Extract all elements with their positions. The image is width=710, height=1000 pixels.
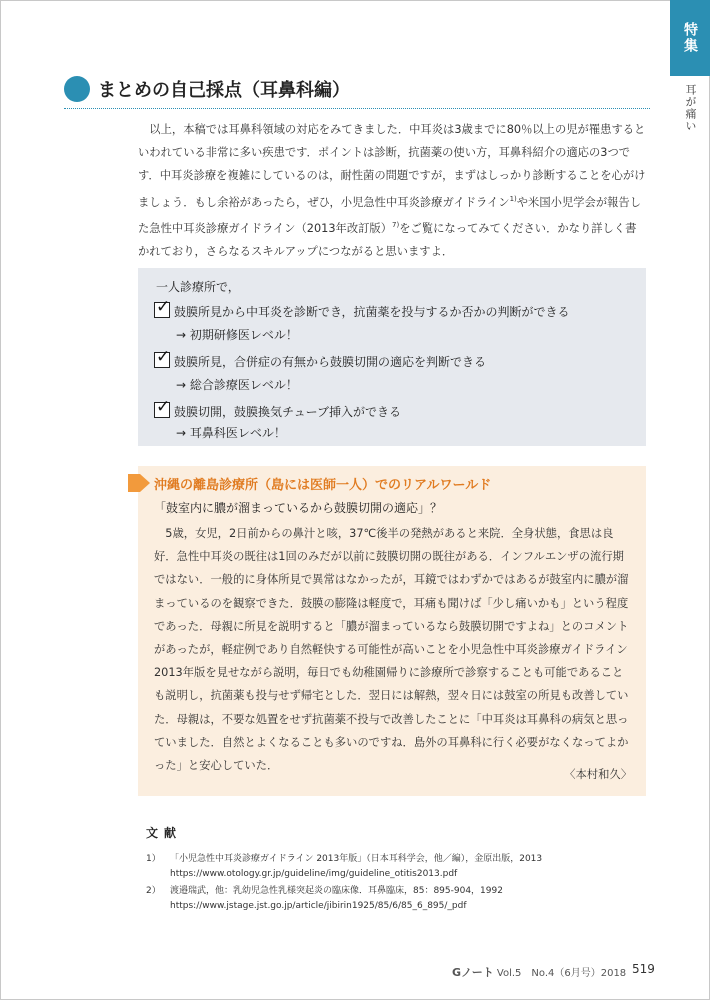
journal-brand: Gノート <box>452 966 494 979</box>
section-header <box>64 74 650 109</box>
reference-item: 2） 渡邉瑞武，他：乳幼児急性乳様突起炎の臨床像．耳鼻臨床，85：895-904，1992 https://www.jstage.jst.go.jp/article/jibirin1925/85/6/85_6_895/_pdf <box>146 884 170 899</box>
feature-subtitle: 耳が痛い <box>684 84 697 132</box>
checklist-item: ✓ 鼓膜切開，鼓膜換気チューブ挿入ができる <box>156 397 402 419</box>
citation-1: 1) <box>509 194 517 203</box>
section-circle-icon <box>64 76 90 102</box>
page-number: 519 <box>632 962 655 976</box>
checkbox-checked-icon: ✓ <box>156 347 171 367</box>
checklist-level: → 耳鼻科医レベル！ <box>176 426 286 440</box>
reference-link[interactable]: https://www.otology.gr.jp/guideline/img/guideline_otitis2013.pdf <box>170 869 458 879</box>
checklist-item: ✓ 鼓膜所見，合併症の有無から鼓膜切開の適応を判断できる <box>156 347 487 369</box>
reference-link[interactable]: https://www.jstage.jst.go.jp/article/jibirin1925/85/6/85_6_895/_pdf <box>170 901 467 911</box>
self-check-box <box>138 268 646 446</box>
case-subtitle: 「鼓室内に膿が溜まっているから鼓膜切開の適応」？ <box>154 501 443 515</box>
case-box <box>138 466 646 796</box>
references-title: 文献 <box>146 826 183 840</box>
reference-item: 1） 「小児急性中耳炎診療ガイドライン 2013年版」（日本耳科学会，他／編），金原出版，2013 https://www.otology.gr.jp/guideline/img/guideline_otitis2013.pdf <box>146 852 170 867</box>
section-title: まとめの自己採点（耳鼻科編） <box>98 80 350 101</box>
intro-paragraph: 以上，本稿では耳鼻科領域の対応をみてきました．中耳炎は3歳までに80％以上の児が罹患するといわれている非常に多い疾患です．ポイントは診断，抗菌薬の使い方，耳鼻科紹介の適応の3つです．中耳炎診療を複雑にしているのは，耐性菌の問題ですが，まずはしっかり診断することを心がけましょう．もし余裕があったら，ぜひ，小児急性中耳炎診療ガイドライン$^{1)}$や米国小児学会が報告した急性中耳炎診療ガイドライン（2013年改訂版）$^{7)}$をご覧になってみてください．かなり詳しく書かれており，さらなるスキルアップにつながると思いますよ． <box>138 123 646 258</box>
checklist-item: ✓ 鼓膜所見から中耳炎を診断でき，抗菌薬を投与するか否かの判断ができる <box>156 297 570 319</box>
case-title: 沖縄の離島診療所（島には医師一人）でのリアルワールド <box>154 478 492 493</box>
checkbox-checked-icon: ✓ <box>156 297 171 317</box>
footer-issue: Gノート Vol.5 No.4（6月号）2018 <box>452 966 627 979</box>
checkbox-checked-icon: ✓ <box>156 397 171 417</box>
feature-tab: 特集 <box>670 0 710 76</box>
citation-7: 7) <box>392 220 400 229</box>
checklist-level: → 総合診療医レベル！ <box>176 378 298 392</box>
checklist-level: → 初期研修医レベル！ <box>176 328 298 342</box>
checklist-heading: 一人診療所で， <box>156 280 240 294</box>
case-author: 〈本村和久〉 <box>564 768 632 781</box>
case-body: 5歳，女児，2日前からの鼻汁と咳，37℃後半の発熱があると来院．全身状態，食思は良好．急性中耳炎の既往は1回のみだが以前に鼓膜切開の既往がある．インフルエンザの流行期ではない．一般的に身体所見で異常はなかったが，耳鏡ではわずかではあるが鼓室内に膿が溜まっているのを観察できた．鼓膜の膨隆は軽度で，耳痛も聞けば「少し痛いかも」という程度であった．母親に所見を説明すると「膿が溜まっているなら鼓膜切開ですよね」とのコメントがあったが，軽症例であり自然軽快する可能性が高いことを小児急性中耳炎診療ガイドライン2013年版を見せながら説明，毎日でも幼稚園帰りに診療所で診察することも可能であることも説明し，抗菌薬も投与せず帰宅とした．翌日には解熱，翌々日には鼓室の所見も改善していた．母親は，不要な処置をせず抗菌薬不投与で改善したことに「中耳炎は耳鼻科の病気と思っていました．自然とよくなることも多いのですね．島外の耳鼻科に行く必要がなくなってよかった」と安心していた． <box>154 527 629 773</box>
